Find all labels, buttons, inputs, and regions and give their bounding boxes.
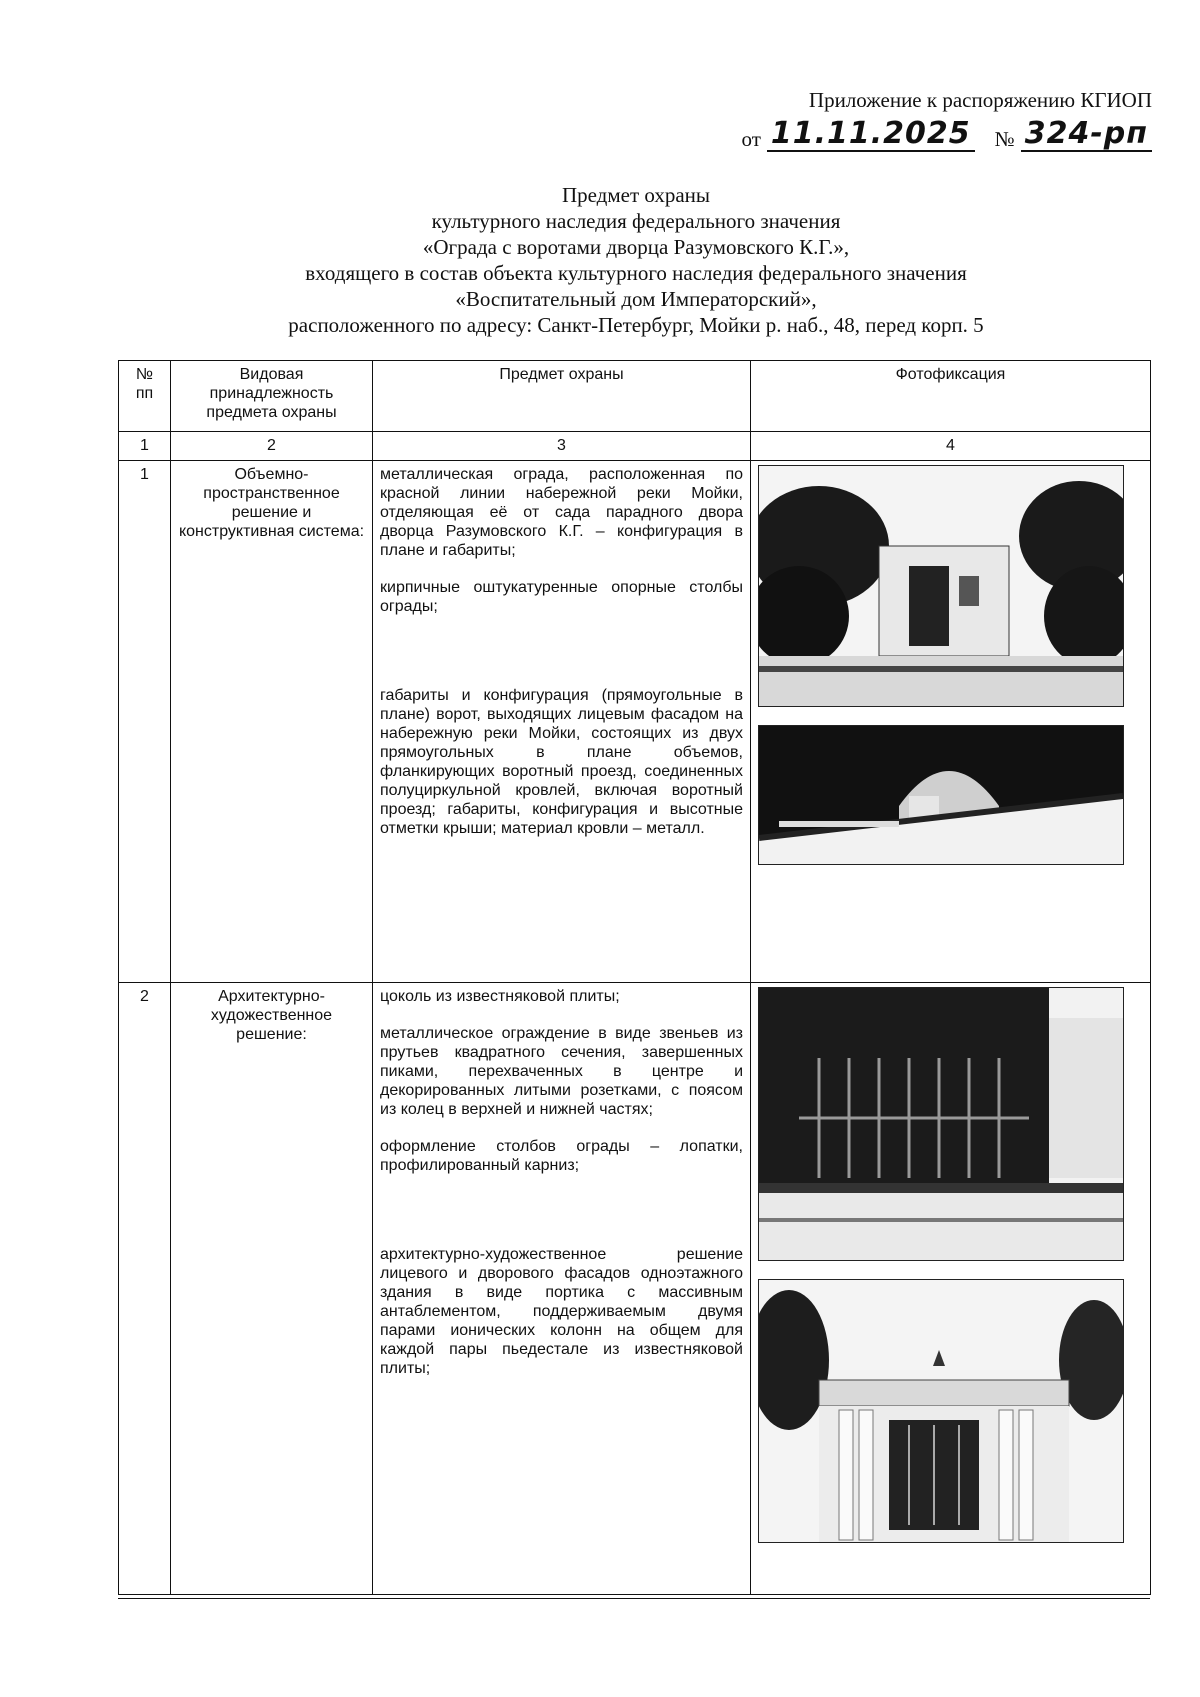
- table-row: [119, 461, 1151, 983]
- list-item: кирпичные оштукатуренные опорные столбы ограды;: [380, 579, 743, 615]
- row-photos: [751, 461, 1151, 983]
- title-line-6: расположенного по адресу: Санкт-Петербург, Мойки р. наб., 48, перед корп. 5: [288, 313, 984, 337]
- order-reference: [741, 116, 1152, 152]
- appendix-title: Приложение к распоряжению КГИОП: [808, 88, 1152, 112]
- title-line-5: «Воспитательный дом Императорский»,: [455, 287, 817, 311]
- list-item: металлическое ограждение в виде звеньев из прутьев квадратного сечения, завершенных пиками, перехваченных в центре и декорированных литыми розетками, с поясом из колец в верхней и нижней частях;: [380, 1025, 743, 1118]
- header-number: № пп: [119, 361, 171, 432]
- number-prefix: №: [994, 127, 1015, 151]
- row-category: Архитектурно-художественное решение:: [171, 983, 373, 1595]
- row-items: [373, 983, 751, 1595]
- list-item: оформление столбов ограды – лопатки, профилированный карниз;: [380, 1138, 743, 1174]
- row-number: 1: [119, 461, 171, 983]
- list-item: архитектурно-художественное решение лицевого и дворового фасадов одноэтажного здания в виде портика с массивным антаблементом, поддерживаемым двумя парами ионических колонн на общем для каждой пары пьедестале из известняковой плиты;: [380, 1246, 743, 1377]
- photo-gates-embankment: [758, 725, 1124, 865]
- list-item: металлическая ограда, расположенная по красной линии набережной реки Мойки, отделяющая её от сада парадного двора дворца Разумовского К.Г. – конфигурация в плане и габариты;: [380, 466, 743, 559]
- table-header-row: [119, 361, 1151, 432]
- table-row: [119, 983, 1151, 1595]
- title-line-4: входящего в состав объекта культурного наследия федерального значения: [305, 261, 967, 285]
- appendix-header: [741, 88, 1152, 152]
- order-number: 324-рп: [1021, 119, 1152, 152]
- column-number: 2: [171, 432, 373, 461]
- protection-subject-table: [118, 360, 1151, 1595]
- header-category: Видовая принадлежность предмета охраны: [171, 361, 373, 432]
- title-line-3: «Ограда с воротами дворца Разумовского К.Г.»,: [422, 235, 850, 259]
- row-number: 2: [119, 983, 171, 1595]
- row-items: [373, 461, 751, 983]
- list-item: цоколь из известняковой плиты;: [380, 988, 620, 1005]
- column-number: 3: [373, 432, 751, 461]
- photo-garden-gate: [758, 465, 1124, 707]
- column-number: 4: [751, 432, 1151, 461]
- header-photo: Фотофиксация: [751, 361, 1151, 432]
- document-title: [120, 182, 1152, 338]
- title-line-1: Предмет охраны: [561, 183, 711, 207]
- title-line-2: культурного наследия федерального значения: [431, 209, 841, 233]
- header-subject: Предмет охраны: [373, 361, 751, 432]
- photo-metal-fence: [758, 987, 1124, 1261]
- order-date: 11.11.2025: [767, 119, 975, 152]
- row-photos: [751, 983, 1151, 1595]
- photo-gatehouse-portico: [758, 1279, 1124, 1543]
- page-bottom-rule: [118, 1598, 1150, 1599]
- date-prefix: от: [741, 127, 761, 151]
- column-number-row: [119, 432, 1151, 461]
- column-number: 1: [119, 432, 171, 461]
- list-item: габариты и конфигурация (прямоугольные в плане) ворот, выходящих лицевым фасадом на набережную реки Мойки, состоящих из двух прямоугольных в плане объемов, фланкирующих воротный проезд, соединенных полуциркульной кровлей, включая воротный проезд; габариты, конфигурация и высотные отметки крыши; материал кровли – металл.: [380, 687, 743, 837]
- row-category: Объемно-пространственное решение и конструктивная система:: [171, 461, 373, 983]
